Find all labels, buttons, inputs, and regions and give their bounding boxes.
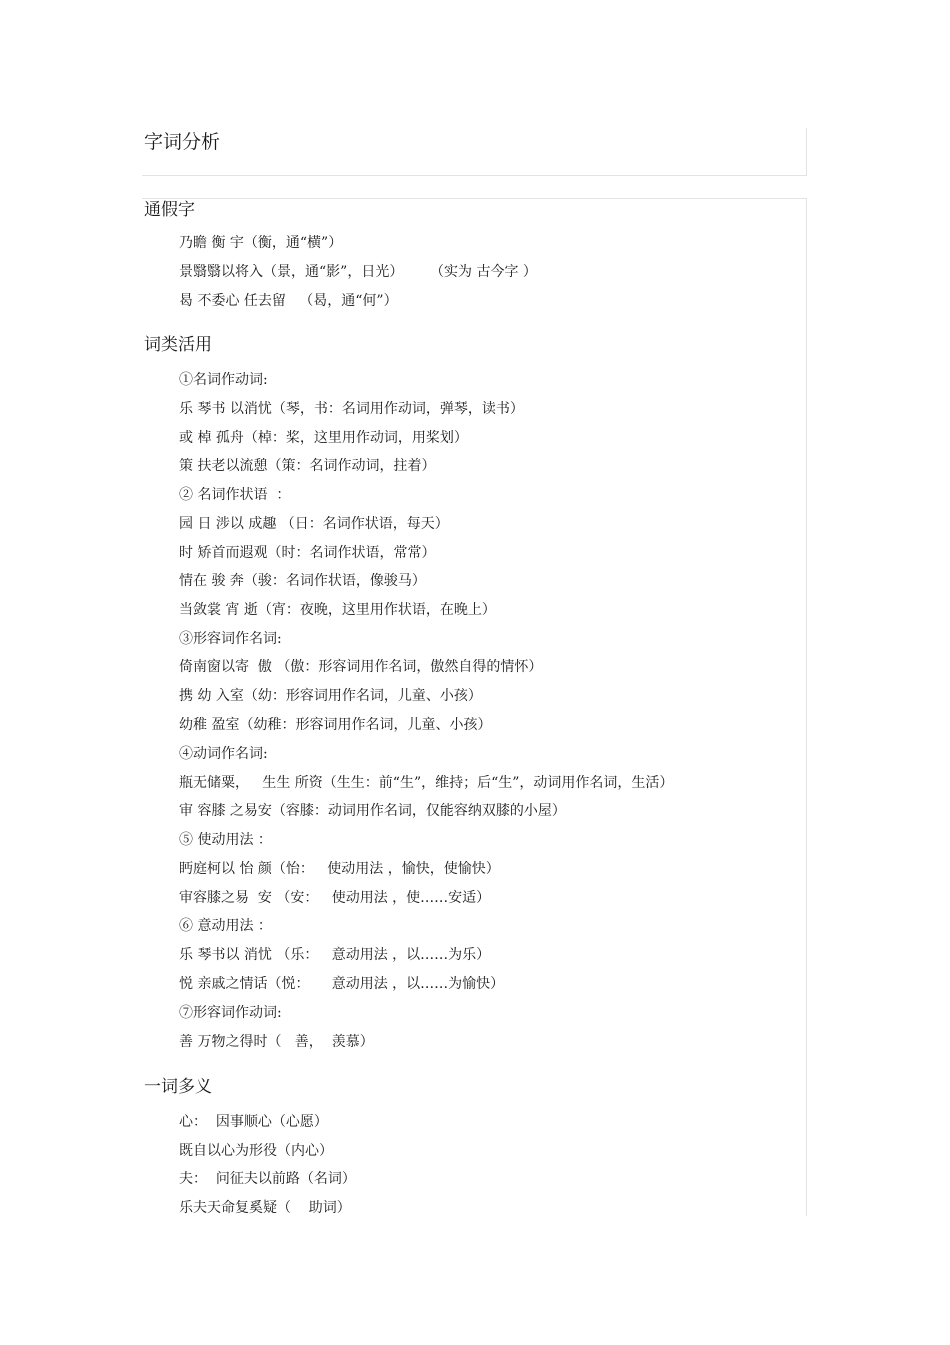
duoyi-line-4: 乐夫天命复奚疑（ 助词） xyxy=(179,1200,351,1216)
section-heading-yiciduoyi: 一词多义 xyxy=(144,1077,212,1097)
huoyong-line-21: 乐 琴书以 消忧 （乐： 意动用法 ，以……为乐） xyxy=(179,947,491,963)
duoyi-line-2: 既自以心为形役（内心） xyxy=(179,1143,333,1159)
huoyong-line-24: 善 万物之得时（ 善， 羡慕） xyxy=(179,1034,374,1050)
huoyong-line-18: 眄庭柯以 怡 颜（怡： 使动用法 ，愉快，使愉快） xyxy=(179,861,500,877)
duoyi-line-1: 心： 因事顺心（心愿） xyxy=(179,1114,328,1130)
huoyong-line-9: 当敛裳 宵 逝（宵：夜晚，这里用作状语，在晚上） xyxy=(179,602,496,618)
huoyong-line-6: 园 日 涉以 成趣 （日：名词作状语，每天） xyxy=(179,516,449,532)
huoyong-line-4: 策 扶老以流憩（策：名词作动词，拄着） xyxy=(179,458,436,474)
huoyong-line-17: ⑤ 使动用法 ： xyxy=(179,832,272,848)
huoyong-line-7: 时 矫首而遐观（时：名词作状语，常常） xyxy=(179,545,436,561)
tongjiazi-line-2: 景翳翳以将入（景，通“影”，日光） （实为 古今字 ） xyxy=(179,264,537,280)
page-title: 字词分析 xyxy=(144,131,221,153)
title-box xyxy=(142,128,807,176)
duoyi-line-3: 夫： 问征夫以前路（名词） xyxy=(179,1171,356,1187)
huoyong-line-3: 或 棹 孤舟（棹：桨，这里用作动词，用桨划） xyxy=(179,430,468,446)
huoyong-line-12: 携 幼 入室（幼：形容词用作名词，儿童、小孩） xyxy=(179,688,482,704)
huoyong-line-22: 悦 亲戚之情话（悦： 意动用法 ，以……为愉快） xyxy=(179,976,505,992)
huoyong-line-2: 乐 琴书 以消忧（琴，书：名词用作动词，弹琴，读书） xyxy=(179,401,524,417)
section-heading-cileihuoyong: 词类活用 xyxy=(144,335,212,355)
tongjiazi-line-3: 曷 不委心 任去留 （曷，通“何”） xyxy=(179,293,398,309)
huoyong-line-16: 审 容膝 之易安（容膝：动词用作名词，仅能容纳双膝的小屋） xyxy=(179,803,566,819)
huoyong-line-8: 情在 骏 奔（骏：名词作状语，像骏马） xyxy=(179,573,426,589)
huoyong-line-23: ⑦形容词作动词: xyxy=(179,1005,282,1021)
huoyong-line-13: 幼稚 盈室（幼稚：形容词用作名词，儿童、小孩） xyxy=(179,717,492,733)
tongjiazi-line-1: 乃瞻 衡 宇（衡，通“横”） xyxy=(179,235,343,251)
huoyong-line-11: 倚南窗以寄 傲 （傲：形容词用作名词，傲然自得的情怀） xyxy=(179,659,543,675)
huoyong-line-19: 审容膝之易 安 （安： 使动用法 ，使……安适） xyxy=(179,890,491,906)
huoyong-line-14: ④动词作名词: xyxy=(179,746,268,762)
huoyong-line-1: ①名词作动词: xyxy=(179,372,268,388)
huoyong-line-20: ⑥ 意动用法 ： xyxy=(179,918,272,934)
huoyong-line-5: ② 名词作状语 ： xyxy=(179,487,291,503)
section-heading-tongjiazi: 通假字 xyxy=(144,200,195,220)
huoyong-line-10: ③形容词作名词: xyxy=(179,631,282,647)
content-box xyxy=(142,198,807,1216)
huoyong-line-15: 瓶无储粟， 生生 所资（生生：前“生”，维持；后“生”，动词用作名词，生活） xyxy=(179,775,674,791)
